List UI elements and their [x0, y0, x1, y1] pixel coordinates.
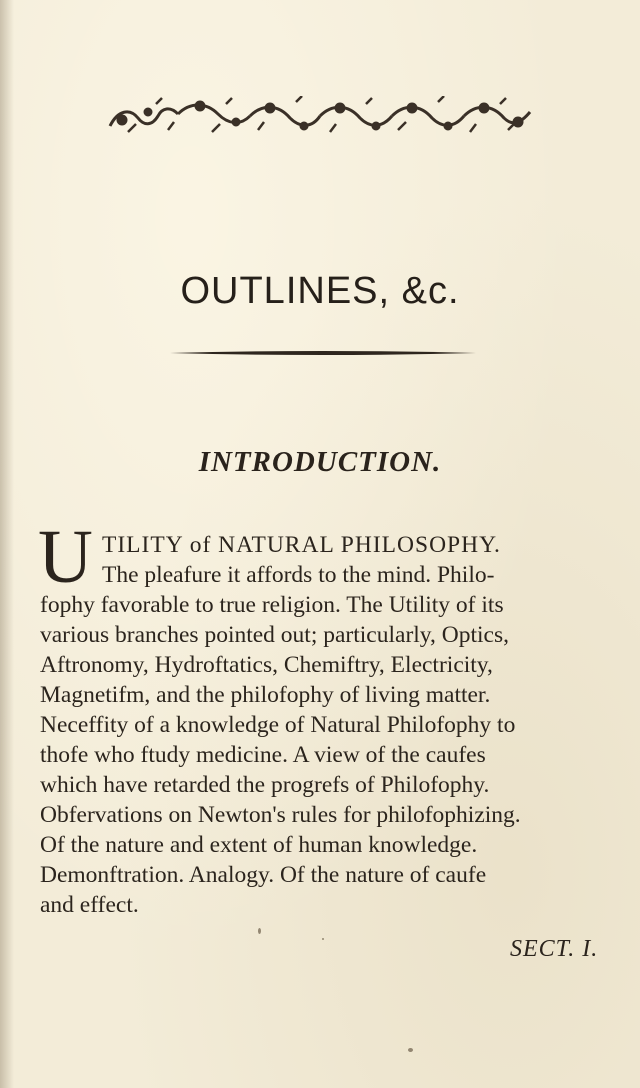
- text-line: fophy favorable to true religion. The Utility of its: [40, 592, 504, 618]
- text-line: Aftronomy, Hydroftatics, Chemiftry, Electricity,: [40, 652, 493, 678]
- page-gutter-shadow: [0, 0, 14, 1088]
- text-line: The pleafure it affords to the mind. Philo-: [102, 562, 495, 588]
- text-line: Of the nature and extent of human knowledge.: [40, 832, 478, 858]
- text-line: and effect.: [40, 892, 139, 918]
- text-line: various branches pointed out; particularly, Optics,: [40, 622, 510, 648]
- page-title: OUTLINES, &c.: [180, 270, 460, 312]
- drop-cap: U: [38, 515, 93, 599]
- text-line: Obfervations on Newton's rules for philofophizing.: [40, 802, 521, 828]
- floral-ornament-icon: [108, 96, 532, 140]
- catchword: SECT. I.: [510, 936, 599, 962]
- introduction-paragraph: [40, 530, 620, 920]
- text-line: Magnetifm, and the philofophy of living matter.: [40, 682, 491, 708]
- text-line: Neceffity of a knowledge of Natural Philofophy to: [40, 712, 516, 738]
- text-line: thofe who ftudy medicine. A view of the caufes: [40, 742, 486, 768]
- text-line: Demonftration. Analogy. Of the nature of caufe: [40, 862, 487, 888]
- text-line: TILITY of NATURAL PHILOSOPHY.: [102, 532, 501, 558]
- section-heading: INTRODUCTION.: [198, 446, 442, 478]
- text-line: which have retarded the progrefs of Philofophy.: [40, 772, 490, 798]
- decorative-rule: [170, 350, 476, 356]
